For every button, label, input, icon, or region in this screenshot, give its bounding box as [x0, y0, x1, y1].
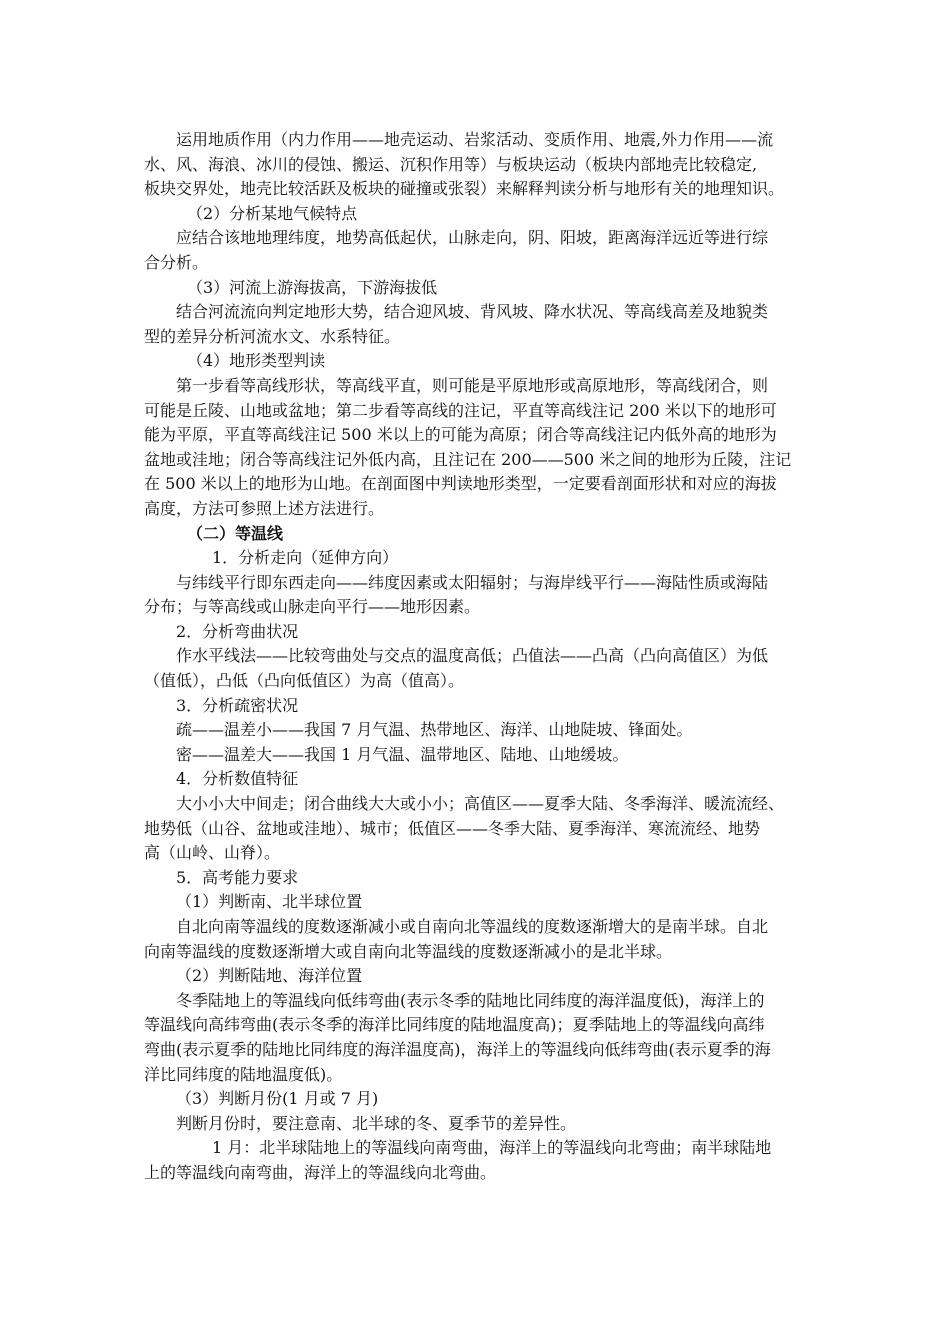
- paragraph-line: 自北向南等温线的度数逐渐减小或自南向北等温线的度数逐渐增大的是南半球。自北: [176, 917, 769, 936]
- document-page: [0, 128, 950, 1186]
- numbered-heading: 4．分析数值特征: [176, 769, 299, 789]
- paragraph-line: 高度，方法可参照上述方法进行。: [144, 498, 385, 518]
- numbered-heading: 5．高考能力要求: [176, 867, 299, 887]
- sub-heading: （2）判断陆地、海洋位置: [176, 966, 363, 986]
- paragraph-line: 地势低（山谷、盆地或洼地）、城市；低值区——冬季大陆、夏季海洋、寒流流经、地势: [144, 818, 761, 838]
- paragraph-line: 分布；与等高线或山脉走向平行——地形因素。: [144, 597, 481, 617]
- sub-heading: （2）分析某地气候特点: [187, 203, 358, 223]
- paragraph-line: 可能是丘陵、山地或盆地；第二步看等高线的注记，平直等高线注记 200 米以下的地形可: [144, 400, 777, 420]
- paragraph-line: 1 月：北半球陆地上的等温线向南弯曲，海洋上的等温线向北弯曲；南半球陆地: [212, 1138, 772, 1158]
- paragraph-line: 密——温差大——我国 1 月气温、温带地区、陆地、山地缓坡。: [176, 744, 629, 764]
- paragraph-line: 与纬线平行即东西走向——纬度因素或太阳辐射；与海岸线平行——海陆性质或海陆: [176, 572, 769, 592]
- paragraph-line: 第一步看等高线形状，等高线平直，则可能是平原地形或高原地形，等高线闭合，则: [176, 375, 769, 395]
- paragraph-line: 疏——温差小——我国 7 月气温、热带地区、海洋、山地陡坡、锋面处。: [176, 720, 693, 740]
- paragraph-line: 高（山岭、山脊）。: [144, 843, 281, 863]
- numbered-heading: 1．分析走向（延伸方向）: [212, 548, 399, 568]
- paragraph-line: 水、风、海浪、冰川的侵蚀、搬运、沉积作用等）与板块运动（板块内部地壳比较稳定,: [144, 154, 758, 174]
- sub-heading: （1）判断南、北半球位置: [176, 892, 363, 912]
- paragraph-line: 向南等温线的度数逐渐增大或自南向北等温线的度数逐渐减小的是北半球。: [144, 941, 673, 961]
- paragraph-line: 等温线向高纬弯曲(表示冬季的海洋比同纬度的陆地温度高)；夏季陆地上的等温线向高纬: [144, 1015, 765, 1035]
- paragraph-line: 板块交界处，地壳比较活跃及板块的碰撞或张裂）来解释判读分析与地形有关的地理知识。: [144, 179, 785, 199]
- paragraph-line: 合分析。: [144, 252, 209, 272]
- paragraph-line: 在 500 米以上的地形为山地。在剖面图中判读地形类型，一定要看剖面形状和对应的海拔: [144, 474, 777, 494]
- paragraph-line: 运用地质作用（内力作用——地壳运动、岩浆活动、变质作用、地震,外力作用——流: [176, 130, 774, 149]
- numbered-heading: 2．分析弯曲状况: [176, 621, 299, 641]
- paragraph-line: 应结合该地地理纬度，地势高低起伏，山脉走向，阴、阳坡，距离海洋远近等进行综: [176, 228, 769, 248]
- sub-heading: （3）判断月份(1 月或 7 月): [176, 1089, 379, 1109]
- paragraph-line: （值低），凸低（凸向低值区）为高（值高）。: [144, 671, 465, 691]
- paragraph-line: 弯曲(表示夏季的陆地比同纬度的海洋温度高)，海洋上的等温线向低纬弯曲(表示夏季的海: [144, 1039, 771, 1059]
- paragraph-line: 大小小大中间走；闭合曲线大大或小小；高值区——夏季大陆、冬季海洋、暖流流经、: [176, 794, 785, 814]
- paragraph-line: 结合河流流向判定地形大势，结合迎风坡、背风坡、降水状况、等高线高差及地貌类: [176, 302, 769, 322]
- section-heading: （二）等温线: [187, 523, 284, 543]
- paragraph-line: 作水平线法——比较弯曲处与交点的温度高低；凸值法——凸高（凸向高值区）为低: [176, 646, 769, 666]
- paragraph-line: 能为平原，平直等高线注记 500 米以上的可能为高原；闭合等高线注记内低外高的地形为: [144, 425, 777, 445]
- paragraph-line: 洋比同纬度的陆地温度低)。: [144, 1064, 343, 1084]
- sub-heading: （4）地形类型判读: [187, 351, 326, 371]
- paragraph-line: 上的等温线向南弯曲，海洋上的等温线向北弯曲。: [144, 1162, 497, 1182]
- paragraph-line: 冬季陆地上的等温线向低纬弯曲(表示冬季的陆地比同纬度的海洋温度低)，海洋上的: [176, 990, 765, 1010]
- sub-heading: （3）河流上游海拔高，下游海拔低: [187, 277, 438, 297]
- numbered-heading: 3．分析疏密状况: [176, 695, 299, 715]
- paragraph-line: 盆地或洼地；闭合等高线注记外低内高，且注记在 200——500 米之间的地形为丘陵，注记: [144, 449, 792, 469]
- paragraph-line: 型的差异分析河流水文、水系特征。: [144, 326, 401, 346]
- paragraph-line: 判断月份时，要注意南、北半球的冬、夏季节的差异性。: [176, 1113, 577, 1133]
